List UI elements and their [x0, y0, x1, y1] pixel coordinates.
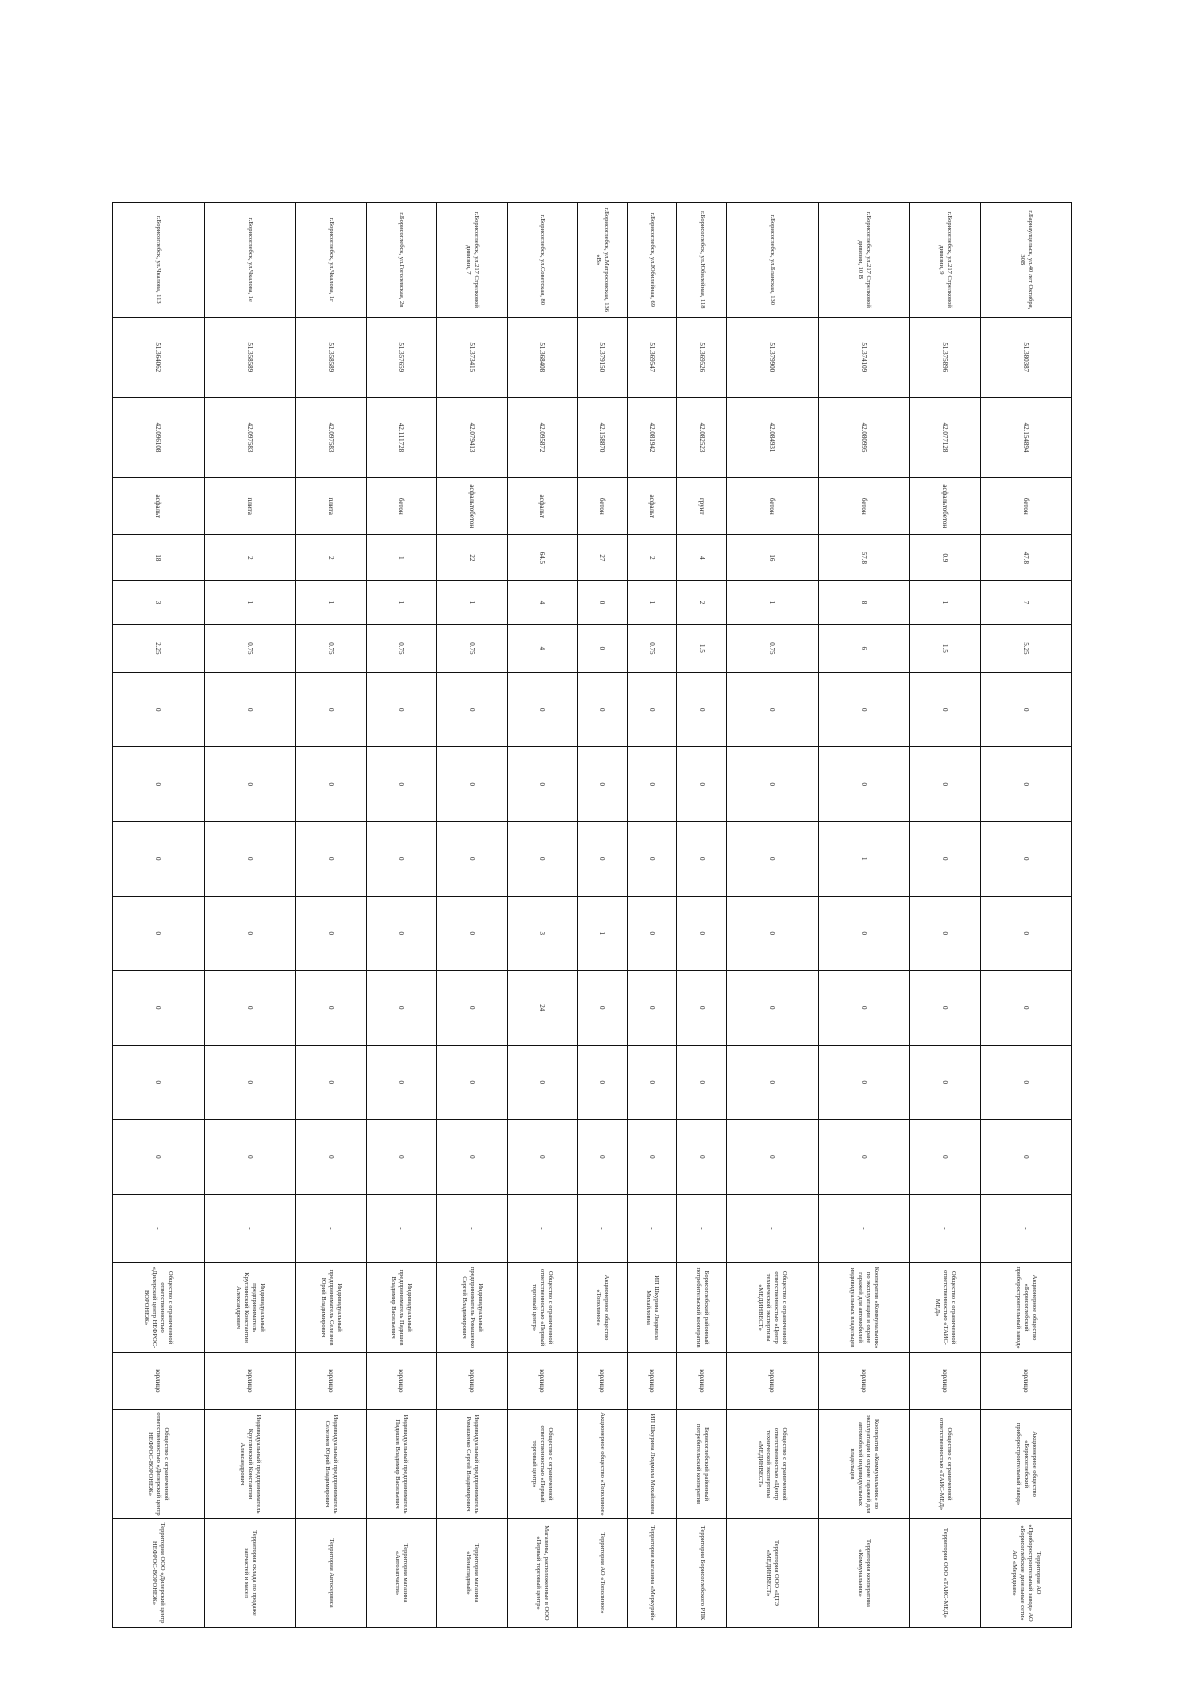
cell-c5: 0: [910, 971, 981, 1046]
cell-dash: -: [727, 1194, 818, 1263]
cell-dash: -: [507, 1194, 578, 1263]
cell-owner: Борисоглебский районный потребительский кооператив: [677, 1263, 727, 1352]
cell-owner: Индивидуальный предприниматель Селезнев Юрий Владимирович: [295, 1263, 366, 1352]
cell-c2: 0: [578, 747, 628, 822]
cell-c5: 0: [204, 971, 295, 1046]
table-row: [910, 203, 981, 1628]
cell-c5: 24: [507, 971, 578, 1046]
cell-lon: 42.084931: [727, 397, 818, 477]
cell-area: 16: [727, 535, 818, 581]
cell-c5: 0: [627, 971, 677, 1046]
cell-volume: 0: [578, 624, 628, 672]
cell-lat: 51.374109: [818, 317, 909, 397]
cell-address: г.Борисоглебск, ул.Советская, 80: [507, 203, 578, 318]
cell-c4: 0: [677, 896, 727, 971]
cell-c3: 0: [677, 822, 727, 897]
table-row: [113, 203, 205, 1628]
cell-territory: Территория ООО «ЦТЭ «МЕДИНВЕСТ»: [727, 1518, 818, 1627]
cell-owner: Общество с ограниченной ответственностью «Центр технической экспертизы «МЕДИНВЕСТ»: [727, 1263, 818, 1352]
cell-lon: 42.077128: [910, 397, 981, 477]
cell-c7: 0: [295, 1120, 366, 1195]
cell-lat: 51.379150: [578, 317, 628, 397]
cell-c3: 0: [727, 822, 818, 897]
cell-c1: 0: [727, 672, 818, 747]
cell-territory: Территория АО «Тополиное»: [578, 1518, 628, 1627]
cell-owner: Кооператив «Коммунальник» по эксплуатации и охране гаражей для автомобилей индивидуальных владельцев: [818, 1263, 909, 1352]
table-row: [727, 203, 818, 1628]
cell-owner: Индивидуальный предприниматель Круглинский Константин Александрович: [204, 1263, 295, 1352]
cell-c3: 0: [578, 822, 628, 897]
cell-volume: 0.75: [204, 624, 295, 672]
cell-c5: 0: [980, 971, 1071, 1046]
cell-area: 64.5: [507, 535, 578, 581]
cell-kind: юрлицо: [727, 1352, 818, 1409]
cell-territory: Территория магазина «Автозапчасти»: [366, 1518, 437, 1627]
table-row: [204, 203, 295, 1628]
cell-lat: 51.373415: [437, 317, 508, 397]
cell-surface: бетон: [980, 478, 1071, 535]
cell-source-org: Общество с ограниченной ответственностью «Центр технической экспертизы «МЕДИНВЕСТ»: [727, 1410, 818, 1519]
cell-c4: 0: [910, 896, 981, 971]
cell-cont-count: 7: [980, 581, 1071, 625]
cell-source-org: Акционерное общество «Борисоглебский приборостроительный завод»: [980, 1410, 1071, 1519]
cell-address: г.Борисоглебск, ул.Бланская, 130: [727, 203, 818, 318]
cell-owner: ИП Шкурина Людмила Михайловна: [627, 1263, 677, 1352]
cell-source-org: Кооператив «Коммунальник» по эксплуатации и охране гаражей для автомобилей индивидуальных владельцев: [818, 1410, 909, 1519]
cell-territory: Территория АО «Приборостроительный завод» АО «Борисоглебские дизельные сети» АО «Меридиан»: [980, 1518, 1071, 1627]
cell-kind: юрлицо: [204, 1352, 295, 1409]
cell-source-org: Общество с ограниченной ответственностью «ТАИС-МЕД»: [910, 1410, 981, 1519]
table-row: [366, 203, 437, 1628]
table-row: [818, 203, 909, 1628]
cell-surface: бетон: [578, 478, 628, 535]
cell-surface: асфальтобетон: [437, 478, 508, 535]
table-row: [578, 203, 628, 1628]
cell-c2: 0: [507, 747, 578, 822]
cell-c2: 0: [910, 747, 981, 822]
cell-c3: 0: [295, 822, 366, 897]
cell-c7: 0: [507, 1120, 578, 1195]
cell-surface: асфальтобетон: [910, 478, 981, 535]
cell-c5: 0: [437, 971, 508, 1046]
cell-c7: 0: [204, 1120, 295, 1195]
cell-cont-count: 3: [113, 581, 205, 625]
cell-dash: -: [295, 1194, 366, 1263]
cell-c1: 0: [677, 672, 727, 747]
cell-c4: 1: [578, 896, 628, 971]
cell-c1: 0: [295, 672, 366, 747]
cell-c2: 0: [366, 747, 437, 822]
cell-c5: 0: [578, 971, 628, 1046]
cell-c1: 0: [437, 672, 508, 747]
cell-c1: 0: [204, 672, 295, 747]
cell-c3: 0: [910, 822, 981, 897]
cell-owner: Акционерное общество «Тополиное»: [578, 1263, 628, 1352]
cell-area: 0.9: [910, 535, 981, 581]
cell-c1: 0: [980, 672, 1071, 747]
cell-c5: 0: [295, 971, 366, 1046]
cell-kind: юрлицо: [677, 1352, 727, 1409]
cell-address: г.Борисоглебск, ул.Чкалова, 1г: [295, 203, 366, 318]
cell-source-org: Индивидуальный предприниматель Селезнев Юрий Владимирович: [295, 1410, 366, 1519]
cell-lat: 51.358589: [204, 317, 295, 397]
cell-lon: 42.095872: [507, 397, 578, 477]
cell-c6: 0: [295, 1045, 366, 1120]
cell-c5: 0: [727, 971, 818, 1046]
cell-c7: 0: [578, 1120, 628, 1195]
cell-c7: 0: [727, 1120, 818, 1195]
cell-source-org: Общество с ограниченной ответственностью «Дилерский центр НЕФРОС-ВОРОНЕЖ»: [113, 1410, 205, 1519]
table-row: [437, 203, 508, 1628]
cell-address: г.Борисоглебск, ул.217 Стрелковой дивизии, 7: [437, 203, 508, 318]
cell-dash: -: [818, 1194, 909, 1263]
cell-volume: 0.75: [437, 624, 508, 672]
cell-territory: Территория магазина «Ненаглядный»: [437, 1518, 508, 1627]
table-row: [295, 203, 366, 1628]
cell-volume: 1.5: [677, 624, 727, 672]
cell-c5: 0: [113, 971, 205, 1046]
cell-c7: 0: [437, 1120, 508, 1195]
cell-c1: 0: [366, 672, 437, 747]
cell-area: 22: [437, 535, 508, 581]
cell-lon: 42.158870: [578, 397, 628, 477]
cell-c1: 0: [113, 672, 205, 747]
cell-dash: -: [578, 1194, 628, 1263]
cell-c7: 0: [677, 1120, 727, 1195]
cell-c1: 0: [627, 672, 677, 747]
cell-c4: 0: [295, 896, 366, 971]
cell-c4: 0: [204, 896, 295, 971]
cell-dash: -: [113, 1194, 205, 1263]
cell-c7: 0: [980, 1120, 1071, 1195]
cell-source-org: Индивидуальный предприниматель Круглинский Константин Александрович: [204, 1410, 295, 1519]
cell-area: 57.8: [818, 535, 909, 581]
cell-surface: бетон: [818, 478, 909, 535]
cell-area: 27: [578, 535, 628, 581]
cell-c6: 0: [204, 1045, 295, 1120]
cell-lat: 51.364062: [113, 317, 205, 397]
cell-c5: 0: [366, 971, 437, 1046]
cell-lat: 51.369526: [677, 317, 727, 397]
cell-dash: -: [204, 1194, 295, 1263]
cell-kind: юрлицо: [507, 1352, 578, 1409]
cell-territory: Территория кооператива «Коммунальник»: [818, 1518, 909, 1627]
cell-kind: юрлицо: [910, 1352, 981, 1409]
cell-lat: 51.380387: [980, 317, 1071, 397]
cell-lon: 42.081942: [627, 397, 677, 477]
cell-surface: асфальт: [507, 478, 578, 535]
cell-area: 4: [677, 535, 727, 581]
cell-c7: 0: [818, 1120, 909, 1195]
cell-address: г.Борисоглебск, ул.Гоголевская, 2в: [366, 203, 437, 318]
cell-c7: 0: [910, 1120, 981, 1195]
cell-lon: 42.096108: [113, 397, 205, 477]
cell-c3: 0: [507, 822, 578, 897]
cell-area: 2: [295, 535, 366, 581]
cell-volume: 6: [818, 624, 909, 672]
cell-c4: 0: [980, 896, 1071, 971]
cell-volume: 1.5: [910, 624, 981, 672]
cell-volume: 2.25: [113, 624, 205, 672]
cell-cont-count: 1: [910, 581, 981, 625]
cell-owner: Индивидуальный предприниматель Пядишев Владимир Васильевич: [366, 1263, 437, 1352]
cell-cont-count: 1: [437, 581, 508, 625]
cell-owner: Акционерное общество «Борисоглебский приборостроительный завод»: [980, 1263, 1071, 1352]
cell-address: г.Борисоглебск, ул.Чкалова, 113: [113, 203, 205, 318]
cell-volume: 0.75: [727, 624, 818, 672]
cell-lon: 42.080995: [818, 397, 909, 477]
cell-address: г.Борисоглебск, ул.217 Стрелковой дивизии, 9: [910, 203, 981, 318]
cell-lon: 42.111728: [366, 397, 437, 477]
cell-cont-count: 8: [818, 581, 909, 625]
cell-c2: 0: [204, 747, 295, 822]
cell-volume: 4: [507, 624, 578, 672]
cell-kind: юрлицо: [818, 1352, 909, 1409]
cell-kind: юрлицо: [295, 1352, 366, 1409]
cell-c4: 0: [366, 896, 437, 971]
cell-dash: -: [677, 1194, 727, 1263]
cell-c4: 0: [437, 896, 508, 971]
cell-surface: плита: [295, 478, 366, 535]
waste-sites-table: [112, 202, 1072, 1628]
cell-c6: 0: [727, 1045, 818, 1120]
cell-lon: 42.082523: [677, 397, 727, 477]
cell-volume: 0.75: [366, 624, 437, 672]
cell-c1: 0: [818, 672, 909, 747]
cell-kind: юрлицо: [366, 1352, 437, 1409]
cell-cont-count: 1: [627, 581, 677, 625]
cell-kind: юрлицо: [113, 1352, 205, 1409]
cell-lon: 42.097583: [204, 397, 295, 477]
cell-area: 18: [113, 535, 205, 581]
cell-c2: 0: [113, 747, 205, 822]
cell-source-org: Акционерное общество «Тополиное»: [578, 1410, 628, 1519]
cell-cont-count: 0: [578, 581, 628, 625]
cell-c2: 0: [627, 747, 677, 822]
cell-cont-count: 4: [507, 581, 578, 625]
cell-c3: 1: [818, 822, 909, 897]
cell-volume: 0.75: [295, 624, 366, 672]
cell-address: г.Борисоглебск, ул.Чкалова, 1е: [204, 203, 295, 318]
cell-c3: 0: [437, 822, 508, 897]
table-row: [627, 203, 677, 1628]
cell-area: 47.8: [980, 535, 1071, 581]
cell-surface: асфальт: [627, 478, 677, 535]
cell-territory: Территория магазина «Меркурий»: [627, 1518, 677, 1627]
cell-c3: 0: [113, 822, 205, 897]
cell-cont-count: 1: [295, 581, 366, 625]
cell-lat: 51.369547: [627, 317, 677, 397]
cell-surface: бетон: [727, 478, 818, 535]
cell-lat: 51.375896: [910, 317, 981, 397]
cell-c6: 0: [437, 1045, 508, 1120]
cell-c2: 0: [980, 747, 1071, 822]
cell-kind: юрлицо: [578, 1352, 628, 1409]
table-row: [980, 203, 1071, 1628]
cell-dash: -: [627, 1194, 677, 1263]
cell-c2: 0: [818, 747, 909, 822]
cell-c4: 0: [727, 896, 818, 971]
cell-c6: 0: [113, 1045, 205, 1120]
cell-territory: Территория склада по продаже запчастей и масел: [204, 1518, 295, 1627]
cell-lat: 51.357659: [366, 317, 437, 397]
cell-c1: 0: [910, 672, 981, 747]
cell-territory: Территория ООО «ТАИС-МЕД»: [910, 1518, 981, 1627]
cell-owner: Индивидуальный предприниматель Ромашенко Сергей Владимирович: [437, 1263, 508, 1352]
cell-c2: 0: [437, 747, 508, 822]
cell-source-org: Общество с ограниченной ответственностью «Первый торговый центр»: [507, 1410, 578, 1519]
cell-territory: Территория ООО «Дилерский центр НЕФРОС-ВОРОНЕЖ»: [113, 1518, 205, 1627]
cell-source-org: Борисоглебский районный потребительский кооператив: [677, 1410, 727, 1519]
cell-c6: 0: [818, 1045, 909, 1120]
cell-c7: 0: [627, 1120, 677, 1195]
cell-c6: 0: [627, 1045, 677, 1120]
cell-c3: 0: [627, 822, 677, 897]
cell-c5: 0: [677, 971, 727, 1046]
cell-c2: 0: [727, 747, 818, 822]
cell-c6: 0: [578, 1045, 628, 1120]
cell-source-org: Индивидуальный предприниматель Ромашенко Сергей Владимирович: [437, 1410, 508, 1519]
table-row: [677, 203, 727, 1628]
cell-surface: грунт: [677, 478, 727, 535]
table-body: [113, 203, 1072, 1628]
cell-area: 1: [366, 535, 437, 581]
cell-c4: 0: [627, 896, 677, 971]
cell-c3: 0: [204, 822, 295, 897]
cell-c7: 0: [113, 1120, 205, 1195]
cell-lon: 42.097583: [295, 397, 366, 477]
cell-kind: юрлицо: [627, 1352, 677, 1409]
cell-c3: 0: [366, 822, 437, 897]
cell-dash: -: [910, 1194, 981, 1263]
cell-address: г.Борисоглебск, ул.Юбилейная, 69: [627, 203, 677, 318]
cell-owner: Общество с ограниченной ответственностью «ТАИС-МЕД»: [910, 1263, 981, 1352]
cell-dash: -: [437, 1194, 508, 1263]
cell-territory: Магазины, расположенные в ООО «Первый торговый центр»: [507, 1518, 578, 1627]
cell-dash: -: [366, 1194, 437, 1263]
cell-address: г.Барнаулцельск, ул.40 лет Октября, 30В: [980, 203, 1071, 318]
cell-address: г.Борисоглебск, ул.217 Стрелковой дивизии, 10 В: [818, 203, 909, 318]
cell-c1: 0: [578, 672, 628, 747]
cell-c4: 0: [818, 896, 909, 971]
cell-area: 2: [204, 535, 295, 581]
cell-c6: 0: [366, 1045, 437, 1120]
cell-owner: Общество с ограниченной ответственностью «Дилерский центр НЕФРОС-ВОРОНЕЖ»: [113, 1263, 205, 1352]
cell-lat: 51.379900: [727, 317, 818, 397]
rotated-table-wrapper: [112, 202, 1072, 1628]
cell-c4: 0: [113, 896, 205, 971]
cell-c6: 0: [910, 1045, 981, 1120]
cell-lat: 51.368408: [507, 317, 578, 397]
cell-volume: 0.75: [627, 624, 677, 672]
table-row: [507, 203, 578, 1628]
cell-area: 2: [627, 535, 677, 581]
cell-c6: 0: [980, 1045, 1071, 1120]
cell-c6: 0: [507, 1045, 578, 1120]
cell-surface: асфальт: [113, 478, 205, 535]
cell-lon: 42.079413: [437, 397, 508, 477]
cell-c2: 0: [677, 747, 727, 822]
cell-c3: 0: [980, 822, 1071, 897]
cell-source-org: ИП Шкурина Людмила Михайловна: [627, 1410, 677, 1519]
cell-address: г.Борисоглебск, ул.Юбилейная, 118: [677, 203, 727, 318]
cell-surface: плита: [204, 478, 295, 535]
cell-kind: юрлицо: [437, 1352, 508, 1409]
cell-c4: 3: [507, 896, 578, 971]
cell-address: г.Борисоглебск, ул.Матросовская, 136 «В»: [578, 203, 628, 318]
cell-surface: бетон: [366, 478, 437, 535]
cell-c1: 0: [507, 672, 578, 747]
cell-owner: Общество с ограниченной ответственностью «Первый торговый центр»: [507, 1263, 578, 1352]
cell-dash: -: [980, 1194, 1071, 1263]
cell-territory: Территория Борисоглебского РПК: [677, 1518, 727, 1627]
cell-source-org: Индивидуальный предприниматель Пядишев Владимир Васильевич: [366, 1410, 437, 1519]
cell-c2: 0: [295, 747, 366, 822]
cell-cont-count: 1: [366, 581, 437, 625]
cell-kind: юрлицо: [980, 1352, 1071, 1409]
cell-c7: 0: [366, 1120, 437, 1195]
cell-lat: 51.358589: [295, 317, 366, 397]
cell-cont-count: 2: [677, 581, 727, 625]
cell-territory: Территория Автосервиса: [295, 1518, 366, 1627]
cell-cont-count: 1: [727, 581, 818, 625]
cell-c5: 0: [818, 971, 909, 1046]
cell-lon: 42.154894: [980, 397, 1071, 477]
cell-c6: 0: [677, 1045, 727, 1120]
cell-volume: 5.25: [980, 624, 1071, 672]
cell-cont-count: 1: [204, 581, 295, 625]
